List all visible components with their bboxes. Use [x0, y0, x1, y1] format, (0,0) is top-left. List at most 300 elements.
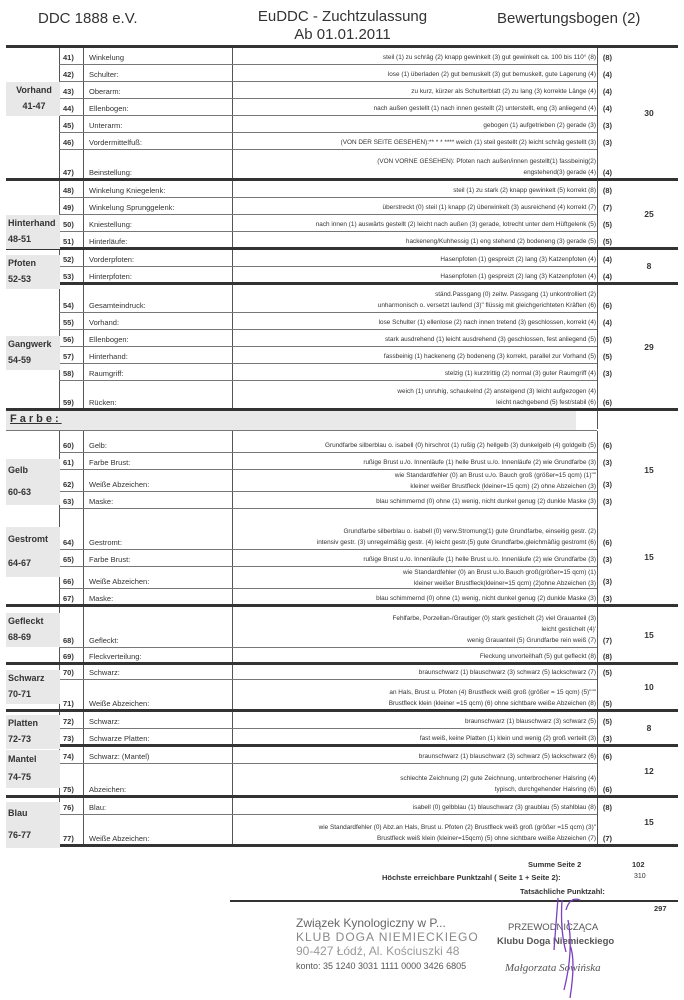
- item-score: (4): [602, 70, 612, 79]
- table-row: [6, 566, 678, 588]
- item-number: 75): [63, 785, 74, 794]
- item-score: (6): [602, 441, 612, 450]
- item-number: 52): [63, 255, 74, 264]
- item-options: [440, 271, 596, 282]
- chair-name: Małgorzata Sowińska: [505, 962, 601, 974]
- option-line: Hasenpfoten (1) gespreizt (2) lang (3) Katzenpfoten (4): [440, 256, 596, 263]
- item-label: Vorhand:: [89, 318, 120, 327]
- group-label: [6, 527, 60, 577]
- group-name: Pfoten: [8, 258, 36, 268]
- stamp-line-3: 90-427 Łódź, Al. Kościuszki 48: [296, 944, 460, 958]
- item-options: [411, 86, 596, 97]
- item-options: [420, 733, 596, 744]
- chair-club: Klubu Doga Niemieckiego: [497, 936, 615, 947]
- option-line: wie Standardfehler (0) an Brust u./o.Bauch groß(größer=15 qcm) (1): [402, 569, 596, 576]
- item-label: Schwarze Platten:: [89, 734, 150, 743]
- item-score: (8): [602, 53, 612, 62]
- group-range: 72-73: [8, 734, 32, 744]
- item-score: (5): [602, 220, 612, 229]
- club-name: DDC 1888 e.V.: [38, 10, 138, 27]
- item-label: Winkelung: [89, 53, 125, 62]
- option-line: lose Schulter (1) ellenlose (2) nach innen tretend (3) geschlossen, korrekt (4): [378, 319, 596, 326]
- group-total: 29: [644, 341, 654, 352]
- sheet-name: Bewertungsbogen (2): [497, 10, 641, 27]
- item-score: (3): [602, 734, 612, 743]
- item-label: Fleckverteilung:: [89, 652, 142, 661]
- item-options: [419, 667, 596, 678]
- item-number: 56): [63, 335, 74, 344]
- table-row: [6, 469, 678, 491]
- group-label: [6, 670, 60, 704]
- item-score: (7): [602, 203, 612, 212]
- item-options: [406, 236, 596, 247]
- item-options: [385, 334, 596, 345]
- item-score: (4): [602, 318, 612, 327]
- option-line: kleiner weißer Brustfleck(kleiner=15 qcm) (2)ohne Abzeichen (3): [413, 580, 596, 587]
- table-row: [6, 231, 678, 248]
- table-row: [6, 329, 678, 346]
- actual-points-value: 297: [654, 904, 667, 913]
- option-line: lose (1) überladen (2) gut bemuskelt (3) gut bemuskelt, gute Lagerung (4): [387, 71, 596, 78]
- group-label: [6, 215, 60, 249]
- table-row: [6, 491, 678, 508]
- table-row: [6, 115, 678, 132]
- item-label: Oberarm:: [89, 87, 121, 96]
- group-range: 76-77: [8, 830, 32, 840]
- group-range: 70-71: [8, 689, 32, 699]
- table-row: [6, 452, 678, 469]
- item-label: Winkelung Sprunggelenk:: [89, 203, 175, 212]
- group-name: Mantel: [8, 754, 37, 764]
- option-line: intensiv gestr. (3) unregelmäßig gestr. (4) leicht gestr.(5) gute Grundfarbe,gleichmäßig gestromt (6): [316, 539, 596, 546]
- item-label: Hinterpfoten:: [89, 272, 132, 281]
- option-line: braunschwarz (1) blauschwarz (3) schwarz (5): [464, 718, 596, 725]
- group-total: 30: [644, 108, 654, 118]
- item-number: 57): [63, 352, 74, 361]
- item-options: [392, 613, 596, 646]
- item-options: [363, 554, 596, 565]
- item-options: [341, 137, 596, 148]
- item-number: 67): [63, 594, 74, 603]
- option-line: Fleckung unvorteilhaft (5) gut gefleckt (8): [479, 653, 596, 660]
- item-label: Winkelung Kniegelenk:: [89, 186, 166, 195]
- option-line: zu kurz, kürzer als Schulterblatt (2) zu lang (3) korrekte Länge (4): [411, 88, 596, 95]
- table-row: [6, 763, 678, 796]
- option-line: an Hals, Brust u. Pfoten (4) Brustfleck weiß groß (größer = 15 qcm) (5)""": [389, 689, 596, 696]
- table-row: [6, 149, 678, 179]
- item-number: 63): [63, 497, 74, 506]
- item-options: [480, 651, 596, 662]
- table-row: [6, 214, 678, 231]
- item-number: 64): [63, 538, 74, 547]
- item-number: 50): [63, 220, 74, 229]
- actual-points-label: Tatsächliche Punktzahl:: [520, 887, 605, 896]
- item-options: [316, 219, 596, 230]
- item-options: [319, 822, 596, 844]
- option-line: blau schimmernd (0) ohne (1) wenig, nicht dunkel genug (2) dunkle Maske (3): [376, 498, 596, 505]
- item-number: 73): [63, 734, 74, 743]
- item-label: Vordermittelfuß:: [89, 138, 142, 147]
- group-range: 54-59: [8, 355, 32, 365]
- option-line: braunschwarz (1) blauschwarz (3) schwarz (5) lackschwarz (6): [418, 753, 596, 760]
- item-score: (5): [602, 668, 612, 677]
- item-label: Abzeichen:: [89, 785, 127, 794]
- table-row: [6, 814, 678, 845]
- group-total: 15: [644, 630, 654, 640]
- table-row: [6, 728, 678, 745]
- stamp-line-4: konto: 35 1240 3031 1111 0000 3426 6805: [296, 961, 467, 971]
- option-line: wenig Grauanteil (5) Grundfarbe rein weiß (7): [467, 637, 596, 644]
- item-label: Hinterläufe:: [89, 237, 128, 246]
- table-row: [6, 647, 678, 663]
- item-options: [465, 716, 596, 727]
- option-line: Grundfarbe silberblau o. isabell (0) hirschrot (1) rußig (2) hellgelb (3) dunkelgelb (4) goldgelb (5): [324, 442, 596, 449]
- item-score: (5): [602, 717, 612, 726]
- farbe-section-band: [6, 410, 576, 430]
- item-options: [383, 202, 596, 213]
- item-number: 46): [63, 138, 74, 147]
- option-line: unharmonisch o. versetzt laufend (3)" flüssig mit gleichgerichteten Kräften (6): [377, 302, 596, 309]
- option-line: Hasenpfoten (1) gespreizt (2) lang (3) Katzenpfoten (4): [440, 273, 596, 280]
- handwritten-signature: [540, 890, 600, 1000]
- table-row: [6, 249, 678, 266]
- item-score: (8): [602, 803, 612, 812]
- item-options: [377, 156, 596, 178]
- group-total: 10: [644, 682, 654, 692]
- item-score: (3): [602, 138, 612, 147]
- item-score: (3): [602, 497, 612, 506]
- group-name: Vorhand: [16, 85, 52, 95]
- option-line: Fehlfarbe, Porzellan-/Grautiger (0) stark gestichelt (2) viel Grauanteil (3): [392, 615, 596, 622]
- item-score: (4): [602, 87, 612, 96]
- item-label: Kniestellung:: [89, 220, 132, 229]
- item-score: (6): [602, 538, 612, 547]
- item-number: 61): [63, 458, 74, 467]
- item-label: Schwarz:: [89, 668, 120, 677]
- item-number: 44): [63, 104, 74, 113]
- item-score: (4): [602, 255, 612, 264]
- group-label: [6, 82, 60, 116]
- item-label: Maske:: [89, 594, 114, 603]
- option-line: fassbeinig (1) hackeneng (2) bodeneng (3) korrekt, parallel zur Vorhand (5): [383, 353, 596, 360]
- option-line: kleiner weißer Brustfleck (kleiner=15 qcm) (2) ohne Abzeichen (3): [410, 483, 596, 490]
- option-line: isabell (0) gelbblau (1) blauschwarz (3) graublau (5) stahlblau (8): [412, 804, 596, 811]
- item-options: [400, 773, 596, 795]
- table-row: [6, 798, 678, 814]
- group-divider: [6, 844, 678, 847]
- item-label: Blau:: [89, 803, 107, 812]
- item-number: 42): [63, 70, 74, 79]
- item-number: 47): [63, 168, 74, 177]
- group-range: 68-69: [8, 632, 32, 642]
- option-line: Grundfarbe silberblau o. isabell (0) verw.Stromung(1) gute Grundfarbe, einseitig gestr. (2): [343, 528, 596, 535]
- item-label: Maske:: [89, 497, 114, 506]
- item-label: Gelb:: [89, 441, 107, 450]
- table-row: [6, 588, 678, 605]
- item-options: [388, 69, 596, 80]
- option-line: stark ausdrehend (1) leicht ausdrehend (3) geschlossen, fest anliegend (5): [384, 336, 596, 343]
- table-row: [6, 509, 678, 549]
- item-label: Gesamteindruck:: [89, 301, 146, 310]
- option-line: Brustfleck klein (kleiner =15 qcm) (6) ohne sichtbare weiße Abzeichen (8): [388, 700, 596, 707]
- item-score: (6): [602, 301, 612, 310]
- table-row: [6, 47, 678, 64]
- item-number: 77): [63, 834, 74, 843]
- table-row: [6, 363, 678, 380]
- table-row: [6, 679, 678, 710]
- item-options: [445, 368, 596, 379]
- group-range: 74-75: [8, 772, 32, 782]
- item-options: [453, 185, 596, 196]
- option-line: nach außen gestellt (1) nach innen gestellt (2) unterstellt, eng (3) anliegend (4): [373, 105, 596, 112]
- table-row: [6, 711, 678, 728]
- option-line: Brustfleck weiß klein (kleiner=15qcm) (5) ohne sichtbare weiße Abzeichen (7): [377, 835, 596, 842]
- summary-divider: [230, 900, 678, 902]
- item-label: Weiße Abzeichen:: [89, 577, 150, 586]
- farbe-section-label: Farbe:: [10, 413, 62, 425]
- table-row: [6, 197, 678, 214]
- item-number: 65): [63, 555, 74, 564]
- item-score: (3): [602, 480, 612, 489]
- option-line: braunschwarz (1) blauschwarz (3) schwarz (5) lackschwarz (7): [418, 669, 596, 676]
- item-options: [389, 687, 596, 709]
- item-number: 58): [63, 369, 74, 378]
- item-score: (5): [602, 237, 612, 246]
- item-label: Schwarz: (Mantel): [89, 752, 150, 761]
- item-options: [374, 103, 596, 114]
- item-label: Farbe Brust:: [89, 555, 131, 564]
- item-number: 70): [63, 668, 74, 677]
- item-options: [379, 317, 596, 328]
- group-range: 48-51: [8, 234, 32, 244]
- item-label: Hinterhand:: [89, 352, 128, 361]
- option-line: fast weiß, keine Platten (1) klein und wenig (2) groß verteilt (3): [419, 735, 596, 742]
- item-label: Schwarz:: [89, 717, 120, 726]
- item-score: (8): [602, 652, 612, 661]
- table-row: [6, 664, 678, 679]
- max-points-value: 310: [634, 873, 646, 880]
- table-row: [6, 64, 678, 81]
- option-line: ständ.Passgang (0) zeitw. Passgang (1) unkontrolliert (2): [435, 291, 596, 298]
- table-row: [6, 312, 678, 329]
- item-options: [397, 386, 596, 408]
- item-number: 49): [63, 203, 74, 212]
- item-number: 45): [63, 121, 74, 130]
- group-range: 60-63: [8, 487, 32, 497]
- item-label: Vorderpfoten:: [89, 255, 135, 264]
- group-label: [6, 802, 60, 848]
- item-score: (3): [602, 594, 612, 603]
- table-row: [6, 132, 678, 149]
- item-options: [413, 802, 596, 813]
- group-total: 25: [644, 209, 654, 219]
- item-number: 76): [63, 803, 74, 812]
- item-number: 69): [63, 652, 74, 661]
- table-row: [6, 549, 678, 566]
- item-score: (7): [602, 834, 612, 843]
- group-label: [6, 715, 60, 749]
- group-divider: [6, 408, 678, 411]
- table-row: [6, 266, 678, 283]
- group-range: 64-67: [8, 558, 32, 568]
- item-label: Weiße Abzeichen:: [89, 699, 150, 708]
- item-score: (4): [602, 104, 612, 113]
- item-label: Ellenbogen:: [89, 335, 129, 344]
- option-line: rußige Brust u./o. Innenläufe (1) helle Brust u./o. Innenläufe (2) wie Grundfarbe (3): [363, 556, 596, 563]
- group-name: Hinterhand: [8, 218, 56, 228]
- item-number: 62): [63, 480, 74, 489]
- group-name: Gangwerk: [8, 339, 52, 349]
- item-options: [395, 470, 596, 492]
- item-label: Gefleckt:: [89, 636, 119, 645]
- item-label: Unterarm:: [89, 121, 123, 130]
- item-options: [376, 593, 596, 604]
- group-name: Gelb: [8, 465, 29, 475]
- option-line: wie Standardfehler (0) an Brust u./o. Bauch groß (größer=15 qcm) (1)"": [394, 472, 596, 479]
- item-score: (5): [602, 699, 612, 708]
- item-label: Ellenbogen:: [89, 104, 129, 113]
- item-number: 48): [63, 186, 74, 195]
- item-number: 41): [63, 53, 74, 62]
- option-line: (VON DER SEITE GESEHEN):** * * **** weich (1) steil gestellt (2) leicht schräg gestellt (3): [340, 139, 596, 146]
- sum-label: Summe Seite 2: [528, 860, 582, 869]
- item-score: (3): [602, 577, 612, 586]
- item-score: (6): [602, 398, 612, 407]
- option-line: typisch, durchgehender Halsring (6): [494, 786, 596, 793]
- option-line: schlechte Zeichnung (2) gute Zeichnung, unterbrochener Halsring (4): [400, 775, 596, 782]
- option-line: steil (1) zu stark (2) knapp gewinkelt (5) korrekt (8): [453, 187, 596, 194]
- table-row: [6, 380, 678, 409]
- item-options: [440, 254, 596, 265]
- table-row: [6, 346, 678, 363]
- table-row: [6, 81, 678, 98]
- option-line: weich (1) unruhig, schaukelnd (2) ansteigend (3) leicht aufgezogen (4): [397, 388, 596, 395]
- group-name: Platten: [8, 718, 39, 728]
- item-options: [378, 289, 596, 311]
- item-score: (3): [602, 555, 612, 564]
- group-range: 52-53: [8, 274, 32, 284]
- option-line: überstreckt (0) steil (1) knapp (2) überwinkelt (3) ausreichend (4) korrekt (7): [382, 204, 596, 211]
- option-line: (VON VORNE GESEHEN): Pfoten nach außen/innen gestellt(1) fassbeinig(2): [377, 158, 596, 165]
- group-name: Gefleckt: [8, 616, 44, 626]
- group-total: 12: [644, 766, 654, 776]
- item-options: [403, 567, 596, 589]
- table-row: [6, 98, 678, 115]
- option-line: leicht nachgebend (5) fest/stabil (6): [496, 399, 596, 406]
- item-options: [376, 496, 596, 507]
- item-options: [317, 526, 596, 548]
- item-number: 71): [63, 699, 74, 708]
- group-label: [6, 459, 60, 505]
- group-total: 8: [646, 723, 652, 733]
- item-label: Raumgriff:: [89, 369, 124, 378]
- item-number: 68): [63, 636, 74, 645]
- item-options: [383, 52, 596, 63]
- item-score: (8): [602, 186, 612, 195]
- item-number: 59): [63, 398, 74, 407]
- option-line: wie Standardfehler (0) Abz.an Hals, Brust u. Pfoten (2) Brustfleck weiß groß (größer =15 qcm) (3)": [318, 824, 596, 831]
- stamp-line-1: Związek Kynologiczny w P...: [296, 916, 446, 930]
- option-line: engstehend(3) gerade (4): [523, 169, 596, 176]
- item-label: Weiße Abzeichen:: [89, 834, 150, 843]
- group-name: Gestromt: [8, 534, 49, 544]
- item-options: [363, 457, 596, 468]
- option-line: gebogen (1) aufgetrieben (2) gerade (3): [483, 122, 596, 129]
- item-label: Schulter:: [89, 70, 119, 79]
- group-total: 15: [644, 552, 654, 562]
- option-line: steil (1) zu schräg (2) knapp gewinkelt (3) gut gewinkelt ca. 100 bis 110° (8): [382, 54, 596, 61]
- item-number: 66): [63, 577, 74, 586]
- item-label: Gestromt:: [89, 538, 122, 547]
- item-number: 43): [63, 87, 74, 96]
- item-options: [325, 440, 596, 451]
- title-line-1: EuDDC - Zuchtzulassung: [257, 8, 428, 25]
- group-label: [6, 255, 60, 289]
- item-label: Rücken:: [89, 398, 117, 407]
- item-score: (6): [602, 785, 612, 794]
- item-score: (5): [602, 352, 612, 361]
- option-line: blau schimmernd (0) ohne (1) wenig, nicht dunkel genug (2) dunkle Maske (3): [376, 595, 596, 602]
- item-score: (3): [602, 369, 612, 378]
- group-name: Blau: [8, 808, 28, 818]
- table-row: [6, 284, 678, 312]
- group-range: 41-47: [22, 101, 46, 111]
- item-score: (3): [602, 458, 612, 467]
- group-label: [6, 750, 60, 788]
- option-line: hackeneng/Kuhhessig (1) eng stehend (2) bodeneng (3) gerade (5): [405, 238, 596, 245]
- item-number: 74): [63, 752, 74, 761]
- item-score: (4): [602, 272, 612, 281]
- item-options: [483, 120, 596, 131]
- table-row: [6, 746, 678, 763]
- item-score: (7): [602, 636, 612, 645]
- group-total: 15: [644, 464, 654, 475]
- item-number: 53): [63, 272, 74, 281]
- table-row: [6, 180, 678, 197]
- group-total: 15: [644, 816, 654, 827]
- item-label: Beinstellung:: [89, 168, 132, 177]
- item-number: 72): [63, 717, 74, 726]
- group-name: Schwarz: [8, 673, 45, 683]
- item-number: 54): [63, 301, 74, 310]
- table-row: [6, 431, 678, 452]
- group-label: [6, 336, 60, 370]
- item-score: (5): [602, 335, 612, 344]
- item-number: 60): [63, 441, 74, 450]
- group-label: [6, 613, 60, 647]
- item-options: [384, 351, 596, 362]
- item-score: (4): [602, 168, 612, 177]
- option-line: rußige Brust u./o. Innenläufe (1) helle Brust u./o. Innenläufe (2) wie Grundfarbe (3): [363, 459, 596, 466]
- item-options: [419, 751, 596, 762]
- table-row: [6, 607, 678, 647]
- stamp-line-2: KLUB DOGA NIEMIECKIEGO: [296, 930, 479, 944]
- item-label: Farbe Brust:: [89, 458, 131, 467]
- item-number: 55): [63, 318, 74, 327]
- max-points-label: Höchste erreichbare Punktzahl ( Seite 1 + Seite 2):: [382, 873, 561, 882]
- item-label: Weiße Abzeichen:: [89, 480, 150, 489]
- item-number: 51): [63, 237, 74, 246]
- title-line-2: Ab 01.01.2011: [294, 26, 391, 43]
- sum-value: 102: [632, 860, 645, 869]
- chair-title: PRZEWODNICZĄCA: [508, 922, 599, 933]
- document-title: [240, 8, 445, 44]
- item-score: (6): [602, 752, 612, 761]
- option-line: stelzig (1) kurztrittig (2) normal (3) guter Raumgriff (4): [444, 370, 596, 377]
- item-score: (3): [602, 121, 612, 130]
- option-line: leicht gestichelt (4)': [541, 626, 596, 633]
- option-line: nach innen (1) auswärts gestellt (2) leicht nach außen (3) gerade, lotrecht unter dem Hüftgelenk (5): [315, 221, 596, 228]
